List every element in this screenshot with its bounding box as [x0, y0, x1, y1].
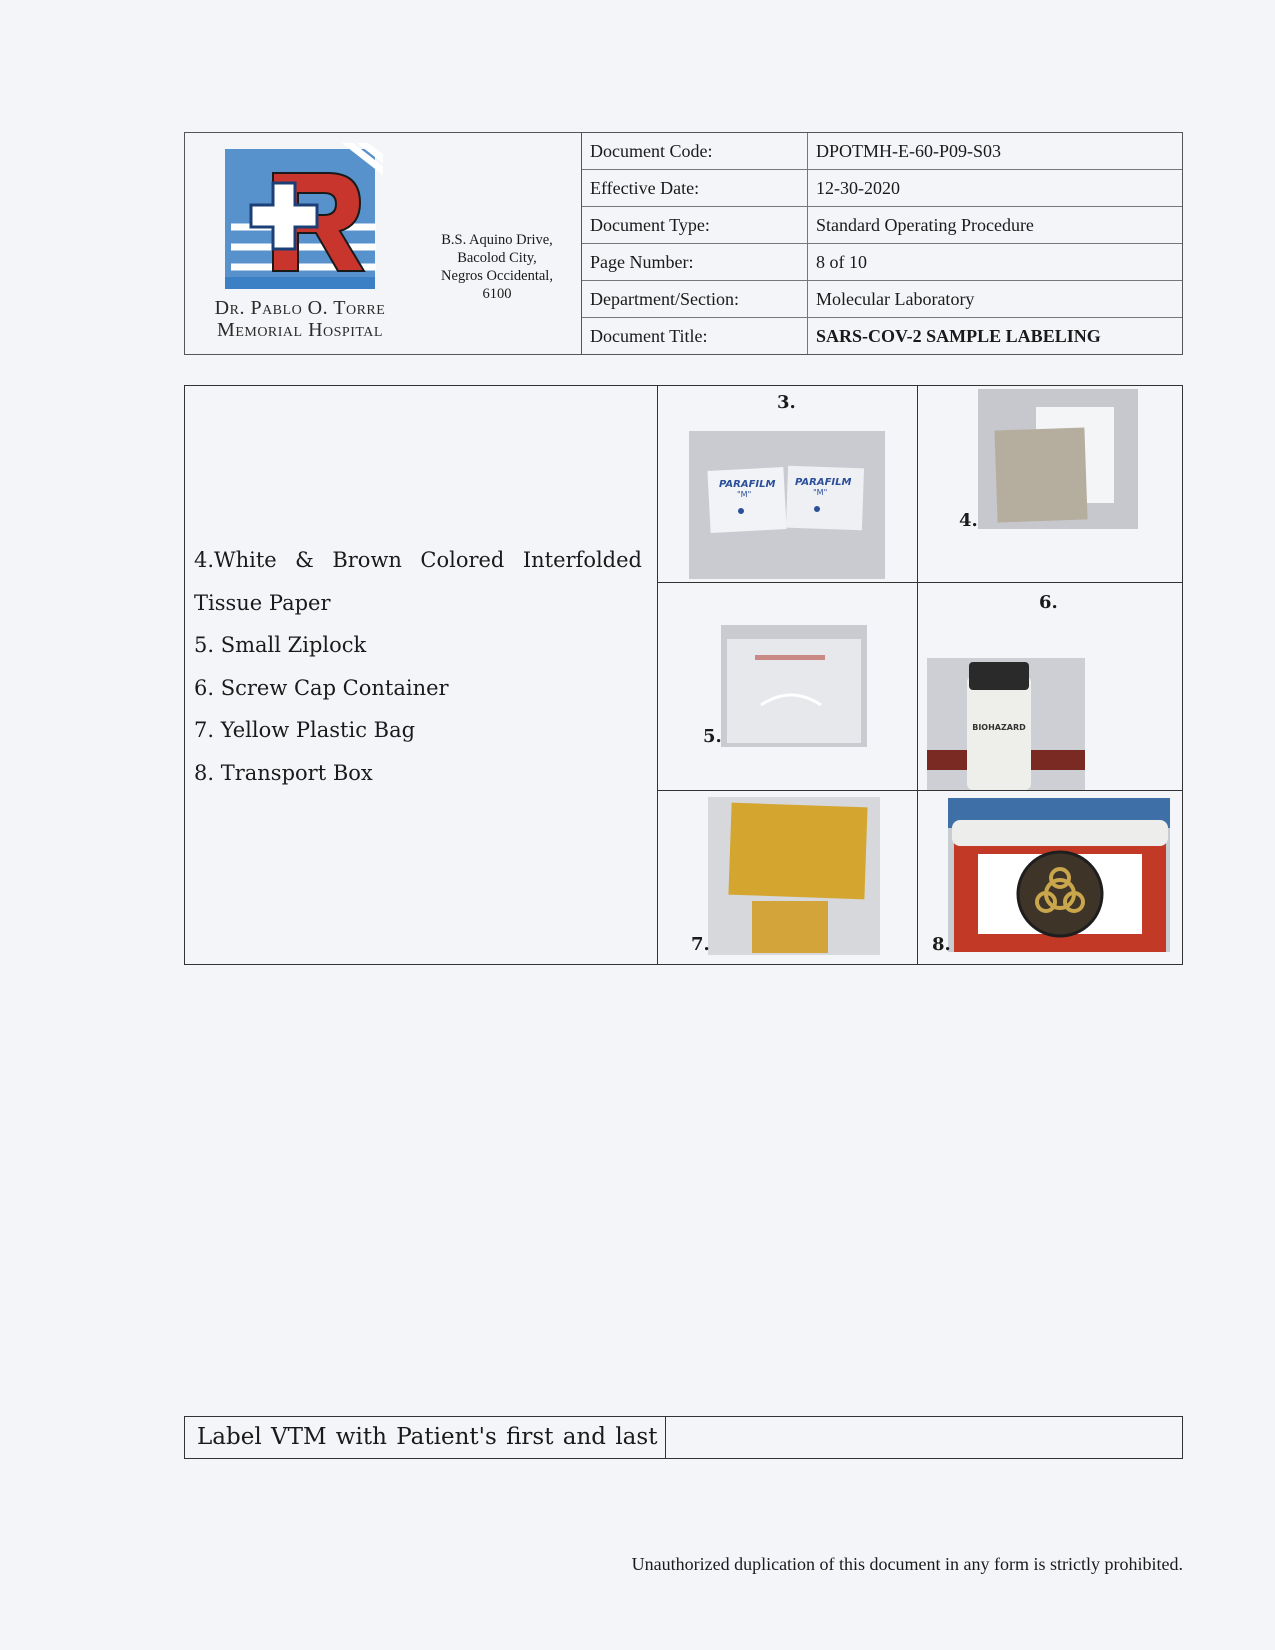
address-line: Negros Occidental, [441, 268, 553, 284]
address-line: Bacolod City, [457, 250, 537, 266]
photo-number-3: 3. [777, 392, 796, 413]
address-line: 6100 [482, 286, 512, 302]
yellow-bag-photo [708, 797, 880, 955]
meta-row-effective-date [582, 170, 1182, 207]
biohazard-label: BIOHAZARD [972, 723, 1026, 732]
photo-number-8: 8. [932, 934, 951, 955]
footer-notice: Unauthorized duplication of this document in any form is strictly prohibited. [631, 1554, 1183, 1574]
ziplock-photo [721, 625, 867, 747]
meta-key: Effective Date: [582, 170, 808, 206]
photo-number-4: 4. [959, 510, 978, 531]
list-item: 5. Small Ziplock [194, 633, 367, 657]
meta-value: 12-30-2020 [816, 178, 900, 198]
hospital-name [185, 297, 415, 341]
transport-box-photo [948, 798, 1170, 952]
photo-number-5: 5. [703, 726, 722, 747]
meta-key: Document Code: [582, 133, 808, 169]
list-item: Tissue Paper [194, 590, 331, 615]
document-meta-table [582, 133, 1182, 354]
parafilm-label-right: PARAFILM [795, 477, 852, 488]
meta-row-document-type [582, 207, 1182, 244]
hospital-block [185, 133, 582, 354]
list-item: 4.White & Brown Colored Interfolded [194, 548, 642, 572]
meta-value: Molecular Laboratory [816, 289, 975, 309]
label-instruction-text: Label VTM with Patient's first and last [185, 1417, 666, 1458]
list-item: 6. Screw Cap Container [194, 675, 449, 700]
meta-value: 8 of 10 [816, 252, 867, 272]
meta-key: Page Number: [582, 244, 808, 280]
parafilm-sub-right: "M" [813, 488, 828, 497]
hospital-name-line2: Memorial Hospital [217, 319, 383, 341]
hospital-address [417, 231, 577, 303]
meta-row-document-code [582, 133, 1182, 170]
meta-value: Standard Operating Procedure [816, 215, 1034, 235]
meta-value: DPOTMH-E-60-P09-S03 [816, 141, 1002, 161]
label-instruction-box [184, 1416, 1183, 1459]
photo-number-7: 7. [691, 934, 710, 955]
hospital-name-line1: Dr. Pablo O. Torre [214, 297, 386, 319]
meta-key: Document Title: [582, 318, 808, 354]
parafilm-label-left: PARAFILM [719, 479, 776, 490]
photo-number-6: 6. [1039, 592, 1058, 613]
meta-key: Document Type: [582, 207, 808, 243]
meta-row-page-number [582, 244, 1182, 281]
materials-list [194, 539, 642, 794]
hospital-logo-icon [221, 143, 383, 293]
parafilm-photo [689, 431, 885, 579]
parafilm-sub-left: "M" [737, 490, 752, 499]
meta-row-document-title [582, 318, 1182, 354]
list-item: 8. Transport Box [194, 760, 373, 785]
tissue-paper-photo [978, 389, 1138, 529]
address-line: B.S. Aquino Drive, [441, 232, 553, 248]
document-title: SARS-COV-2 SAMPLE LABELING [816, 326, 1101, 346]
document-header [184, 132, 1183, 355]
meta-key: Department/Section: [582, 281, 808, 317]
meta-row-department [582, 281, 1182, 318]
list-item: 7. Yellow Plastic Bag [194, 718, 416, 742]
screw-cap-container-photo [927, 658, 1085, 790]
